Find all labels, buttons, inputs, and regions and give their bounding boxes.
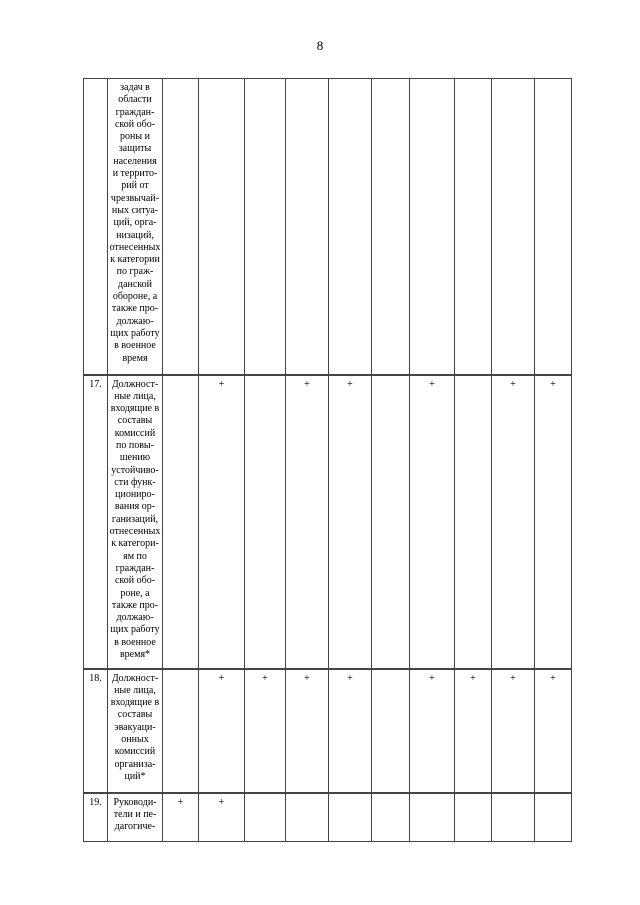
table-row <box>84 793 572 842</box>
mark-cell <box>535 79 572 375</box>
mark-cell <box>455 79 492 375</box>
mark-cell: + <box>492 375 535 669</box>
mark-cell <box>372 669 410 793</box>
mark-cell <box>535 793 572 842</box>
mark-cell <box>410 793 455 842</box>
row-number: 18. <box>84 669 108 793</box>
mark-cell <box>455 793 492 842</box>
mark-cell: + <box>535 375 572 669</box>
mark-cell <box>163 669 199 793</box>
mark-cell: + <box>163 793 199 842</box>
mark-cell: + <box>535 669 572 793</box>
mark-cell <box>163 79 199 375</box>
row-category-title: Должност- ные лица, входящие в составы эвакуаци- онных комиссий организа- ций* <box>108 669 163 793</box>
mark-cell <box>455 375 492 669</box>
mark-cell <box>245 375 286 669</box>
row-category-title: Должност- ные лица, входящие в составы комиссий по повы- шению устойчиво- сти функ- циониро- вания ор- ганизаций, отнесенных к категори- ям по граждан- ской обо- роне, а также про- должаю- щих работу в военное время* <box>108 375 163 669</box>
mark-cell: + <box>245 669 286 793</box>
mark-cell <box>199 79 245 375</box>
mark-cell <box>372 375 410 669</box>
mark-cell <box>286 793 329 842</box>
mark-cell <box>245 793 286 842</box>
mark-cell: + <box>455 669 492 793</box>
mark-cell: + <box>199 375 245 669</box>
training-table <box>83 78 572 842</box>
mark-cell <box>163 375 199 669</box>
mark-cell: + <box>286 375 329 669</box>
mark-cell: + <box>329 669 372 793</box>
row-category-title: задач в области граждан- ской обо- роны и защиты населения и террито- рий от чрезвычай- ных ситуа- ций, орга- низаций, отнесенных к категории по граж- данской обороне, а также про- должаю- щих работу в военное время <box>108 79 163 375</box>
mark-cell <box>372 79 410 375</box>
mark-cell <box>372 793 410 842</box>
row-number: 19. <box>84 793 108 842</box>
mark-cell <box>329 79 372 375</box>
table-row <box>84 79 572 375</box>
mark-cell: + <box>329 375 372 669</box>
page-number: 8 <box>316 38 324 53</box>
row-category-title: Руководи- тели и пе- дагогиче- <box>108 793 163 842</box>
row-number: 17. <box>84 375 108 669</box>
mark-cell: + <box>199 669 245 793</box>
mark-cell: + <box>410 669 455 793</box>
mark-cell <box>245 79 286 375</box>
mark-cell <box>492 793 535 842</box>
mark-cell <box>492 79 535 375</box>
mark-cell <box>329 793 372 842</box>
mark-cell <box>410 79 455 375</box>
mark-cell: + <box>492 669 535 793</box>
mark-cell: + <box>286 669 329 793</box>
table-row <box>84 375 572 669</box>
mark-cell: + <box>199 793 245 842</box>
row-number <box>84 79 108 375</box>
mark-cell: + <box>410 375 455 669</box>
mark-cell <box>286 79 329 375</box>
table-row <box>84 669 572 793</box>
